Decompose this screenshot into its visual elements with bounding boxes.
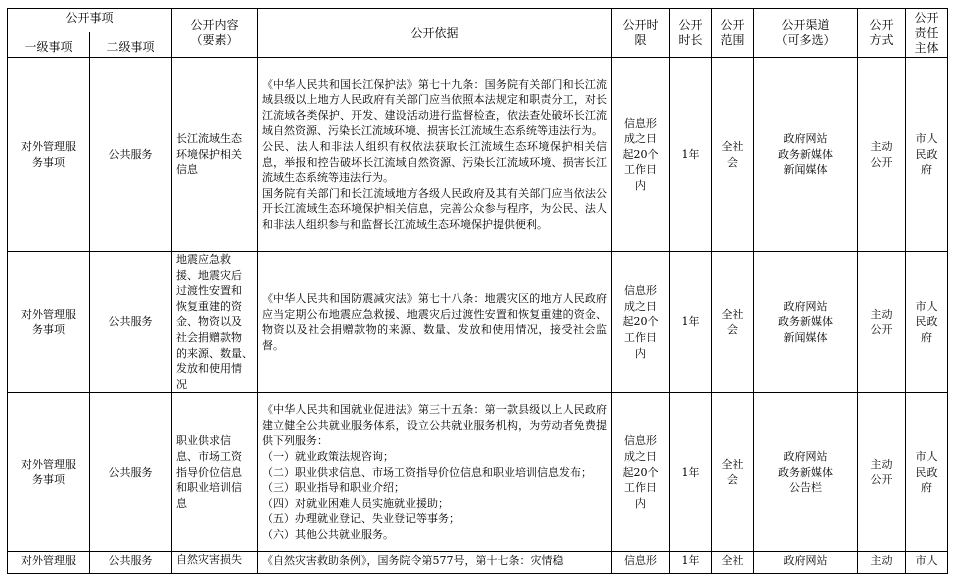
cell-content: 长江流域生态 环境保护相关 信息 [172,58,258,252]
header-basis: 公开依据 [258,9,612,58]
cell-subject: 市人 [906,552,948,574]
cell-time-limit: 信息形 成之日 起20个 工作日 内 [612,252,670,393]
header-level2: 二级事项 [90,32,172,58]
table-row [8,58,948,252]
basis-paragraph: 公民、法人和非法人组织有权依法获取长江流域生态环境保护相关信息，举报和控告破坏长江流域自然资源、污染长江流域环境、损害长江流域生态系统等违法行为。 [262,139,608,185]
cell-duration: 1年 [670,393,712,552]
cell-level1: 对外管理服 务事项 [8,252,90,393]
cell-subject: 市人 民政 府 [906,252,948,393]
header-duration: 公开 时长 [670,9,712,58]
cell-level1: 对外管理服 [8,552,90,574]
cell-method: 主动 公开 [858,252,906,393]
cell-duration: 1年 [670,58,712,252]
basis-paragraph: （五）办理就业登记、失业登记等事务； [262,512,461,526]
cell-scope: 全社 会 [712,252,754,393]
cell-time-limit: 信息形 成之日 起20个 工作日 内 [612,393,670,552]
basis-paragraph: （三）职业指导和职业介绍； [262,481,406,495]
disclosure-table [7,8,948,574]
header-level1: 一级事项 [8,32,90,58]
cell-scope: 全社 [712,552,754,574]
cell-content: 地震应急救 援、地震灾后 过渡性安置和 恢复重建的资 金、物资以及 社会捐赠款物 的来源、数量、 发放和使用情 况 [172,252,258,393]
cell-basis [258,58,612,252]
basis-paragraph: （一）就业政策法规咨询； [262,449,395,463]
cell-level2: 公共服务 [90,552,172,574]
basis-paragraph: 《自然灾害救助条例》，国务院令第577号，第十七条：灾情稳 [262,554,564,568]
cell-channel: 政府网站 政务新媒体 新闻媒体 [754,58,858,252]
cell-method: 主动 [858,552,906,574]
cell-method: 主动 公开 [858,393,906,552]
cell-channel: 政府网站 政务新媒体 公告栏 [754,393,858,552]
cell-level2: 公共服务 [90,252,172,393]
table-row [8,393,948,552]
header-channel: 公开渠道 （可多选） [754,9,858,58]
document-page [7,8,947,574]
cell-level2: 公共服务 [90,58,172,252]
cell-duration: 1年 [670,552,712,574]
basis-paragraph: 《中华人民共和国就业促进法》第三十五条：第一款县级以上人民政府建立健全公共就业服务体系，设立公共就业服务机构，为劳动者免费提供下列服务： [262,403,608,448]
cell-scope: 全社 会 [712,393,754,552]
cell-time-limit: 信息形 成之日 起20个 工作日 内 [612,58,670,252]
header-method: 公开 方式 [858,9,906,58]
cell-basis [258,252,612,393]
cell-level2: 公共服务 [90,393,172,552]
cell-basis [258,552,612,574]
cell-method: 主动 公开 [858,58,906,252]
cell-content: 自然灾害损失 [172,552,258,574]
cell-duration: 1年 [670,252,712,393]
basis-paragraph: 《中华人民共和国防震减灾法》第七十八条：地震灾区的地方人民政府应当定期公布地震应急救援、地震灾后过渡性安置和恢复重建的资金、物资以及社会捐赠款物的来源、数量、发放和使用情况，接受社会监督。 [262,291,608,352]
cell-channel: 政府网站 [754,552,858,574]
header-content: 公开内容 （要素） [172,9,258,58]
header-time-limit: 公开时 限 [612,9,670,58]
basis-paragraph: 国务院有关部门和长江流域地方各级人民政府及其有关部门应当依法公开长江流域生态环境保护相关信息，完善公众参与程序，为公民、法人和非法人组织参与和监督长江流域生态环境保护提供便利。 [262,186,608,231]
basis-paragraph: 《中华人民共和国长江保护法》第七十九条：国务院有关部门和长江流域县级以上地方人民政府有关部门应当依照本法规定和职责分工，对长江流域各类保护、开发、建设活动进行监督检查，依法查处破坏长江流域自然资源、污染长江流域环境、损害长江流域生态系统等违法行为。 [262,77,608,138]
cell-time-limit: 信息形 [612,552,670,574]
cell-level1: 对外管理服 务事项 [8,58,90,252]
table-row [8,252,948,393]
cell-level1: 对外管理服 务事项 [8,393,90,552]
basis-paragraph: （二）职业供求信息、市场工资指导价位信息和职业培训信息发布； [262,465,593,479]
header-subject: 公开 责任 主体 [906,9,948,58]
table-row [8,552,948,574]
cell-basis [258,393,612,552]
cell-subject: 市人 民政 府 [906,58,948,252]
header-scope: 公开 范围 [712,9,754,58]
header-matter: 公开事项 [8,9,172,32]
basis-paragraph: （四）对就业困难人员实施就业援助； [262,496,450,510]
cell-subject: 市人 民政 府 [906,393,948,552]
cell-content: 职业供求信 息、市场工资 指导价位信息 和职业培训信 息 [172,393,258,552]
basis-paragraph: （六）其他公共就业服务。 [262,527,395,541]
cell-channel: 政府网站 政务新媒体 新闻媒体 [754,252,858,393]
cell-scope: 全社 会 [712,58,754,252]
